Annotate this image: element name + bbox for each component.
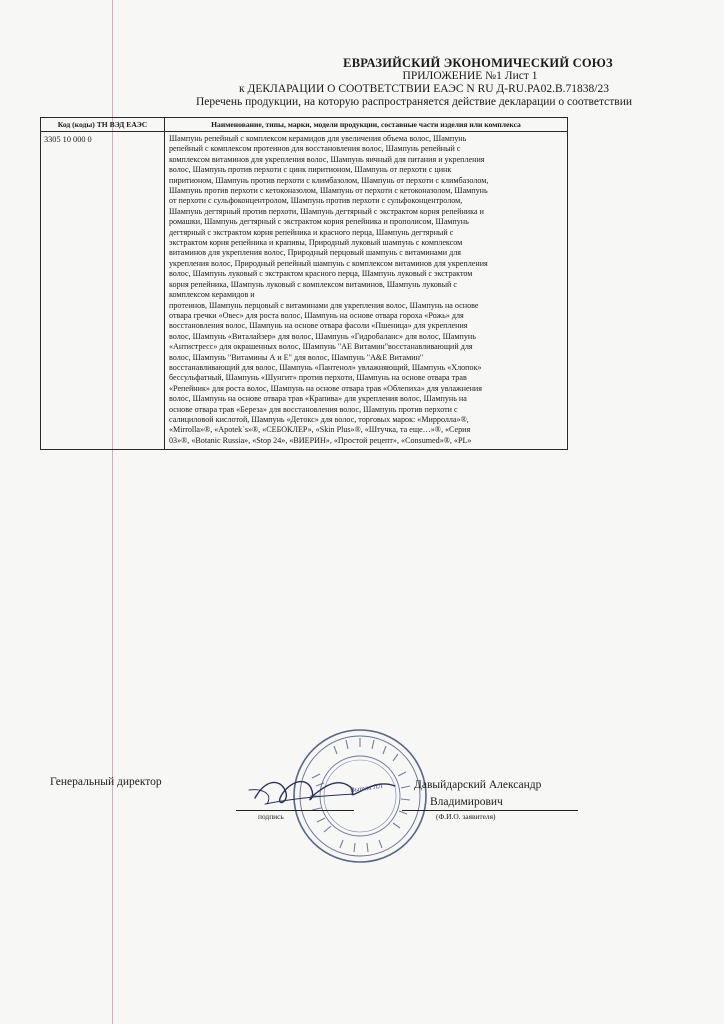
appendix-title: ПРИЛОЖЕНИЕ №1 Лист 1: [402, 70, 538, 82]
description-line: дегтярный с экстрактом корня репейника и красного перца, Шампунь дегтярный с: [169, 227, 454, 237]
description-line: волос, Шампунь «Виталайзер» для волос, Шампунь «Гидробаланс» для волос, Шампунь: [169, 331, 476, 341]
name-column-header: Наименование, типы, марки, модели продукции, составные части изделия или комплекса: [165, 118, 568, 132]
seal-overprint-text: Вышла ЛЛ: [349, 781, 384, 795]
description-line: экстрактом корня репейника и крапивы, Природный луковый шампунь с комплексом: [169, 238, 463, 248]
declaration-title: к ДЕКЛАРАЦИИ О СООТВЕТСТВИИ ЕАЭС N RU Д-RU.PA02.B.71838/23: [239, 83, 609, 95]
hs-code-cell: 3305 10 000 0: [41, 132, 165, 450]
description-line: Шампунь дегтярный против перхоти, Шампунь дегтярный с экстрактом корня репейника и: [169, 206, 484, 216]
description-line: волос, Шампунь на основе отвара трав «Крапива» для укрепления волос, Шампунь на: [169, 394, 467, 404]
description-line: укрепления волос, Природный репейный шампунь с комплексом витаминов для укрепления: [169, 258, 488, 268]
description-line: витаминов для укрепления волос, Природный перцовый шампунь с витаминами для: [169, 248, 461, 258]
description-line: основе отвара трав «Береза» для восстановления волос, Шампунь против перхоти с: [169, 404, 458, 414]
signatory-position: Генеральный директор: [50, 776, 162, 788]
description-line: салициловой кислотой, Шампунь «Детокс» для волос, торговых марок: «Мирролла»®,: [169, 414, 469, 424]
signature-line: [236, 810, 354, 811]
description-line: бессульфатный, Шампунь «Шунгит» против перхоти, Шампунь на основе отвара трав: [169, 373, 467, 383]
product-description-cell: [165, 132, 568, 450]
description-line: 03»®, «Botanic Russia», «Stop 24», «ВИЕРИН», «Простой рецепт», «Consumed»®, «PL»: [169, 435, 472, 445]
name-caption: (Ф.И.О. заявителя): [436, 812, 496, 821]
description-line: от перхоти с сульфоконцентролом, Шампунь против перхоти с сульфоконцентролом,: [169, 196, 463, 206]
table-header-row: [41, 118, 568, 132]
product-table: [40, 117, 568, 450]
signatory-name-line2: Владимирович: [430, 796, 503, 808]
description-line: Шампунь против перхоти с кетоконазолом, Шампунь от перхоти с кетоконазолом, Шампунь: [169, 186, 488, 196]
code-column-header: Код (коды) ТН ВЭД ЕАЭС: [41, 118, 165, 132]
description-line: репейный с комплексом протеинов для восстановления волос, Шампунь репейный с: [169, 144, 461, 154]
description-line: восстановления волос, Шампунь на основе отвара фасоли «Пшеница» для укрепления: [169, 321, 468, 331]
union-title: ЕВРАЗИЙСКИЙ ЭКОНОМИЧЕСКИЙ СОЮЗ: [343, 56, 613, 70]
description-line: волос, Шампунь "Витамины А и Е" для волос, Шампунь "А&Е Витамин": [169, 352, 424, 362]
table-row: [41, 132, 568, 450]
description-line: ромашки, Шампунь дегтярный с экстрактом корня репейника и прополисом, Шампунь: [169, 217, 469, 227]
product-list-subtitle: Перечень продукции, на которую распространяется действие декларации о соответствии: [195, 96, 633, 108]
description-line: пиритионом, Шампунь против перхоти с климбазолом, Шампунь от перхоти с климбазолом,: [169, 175, 489, 185]
description-line: отвара гречки «Овес» для роста волос, Шампунь на основе отвара гороха «Рожь» для: [169, 310, 464, 320]
signature-caption: подпись: [258, 812, 284, 821]
description-line: комплексом витаминов для укрепления волос, Шампунь яичный для питания и укрепления: [169, 154, 485, 164]
description-line: комплексом керамидов и: [169, 290, 255, 300]
description-line: «Mirrolla»®, «Apotek`s»®, «СЕБОКЛЕР», «Skin Plus»®, «Штучка, та еще…»®, «Серия: [169, 425, 471, 435]
description-line: восстанавливающий для волос, Шампунь «Пантенол» увлажняющий, Шампунь «Хлопок»: [169, 362, 482, 372]
name-line: [402, 810, 578, 811]
signatory-name-line1: Давыйдарский Александр: [414, 779, 542, 791]
description-line: волос, Шампунь луковый с экстрактом красного перца, Шампунь луковый с экстрактом: [169, 269, 473, 279]
description-line: Шампунь репейный с комплексом керамидов для увеличения объема волос, Шампунь: [169, 134, 467, 143]
description-line: корня репейника, Шампунь луковый с комплексом витаминов, Шампунь луковый с: [169, 279, 457, 289]
description-line: протеинов, Шампунь перцовый с витаминами для укрепления волос, Шампунь на основе: [169, 300, 479, 310]
description-line: волос, Шампунь против перхоти с цинк пиритионом, Шампунь от перхоти с цинк: [169, 165, 452, 175]
description-line: «Антистресс» для окрашенных волос, Шампунь "АЕ Витамин"восстанавливающий для: [169, 342, 473, 352]
description-line: «Репейник» для роста волос, Шампунь на основе отвара трав «Облепиха» для увлажнения: [169, 383, 482, 393]
